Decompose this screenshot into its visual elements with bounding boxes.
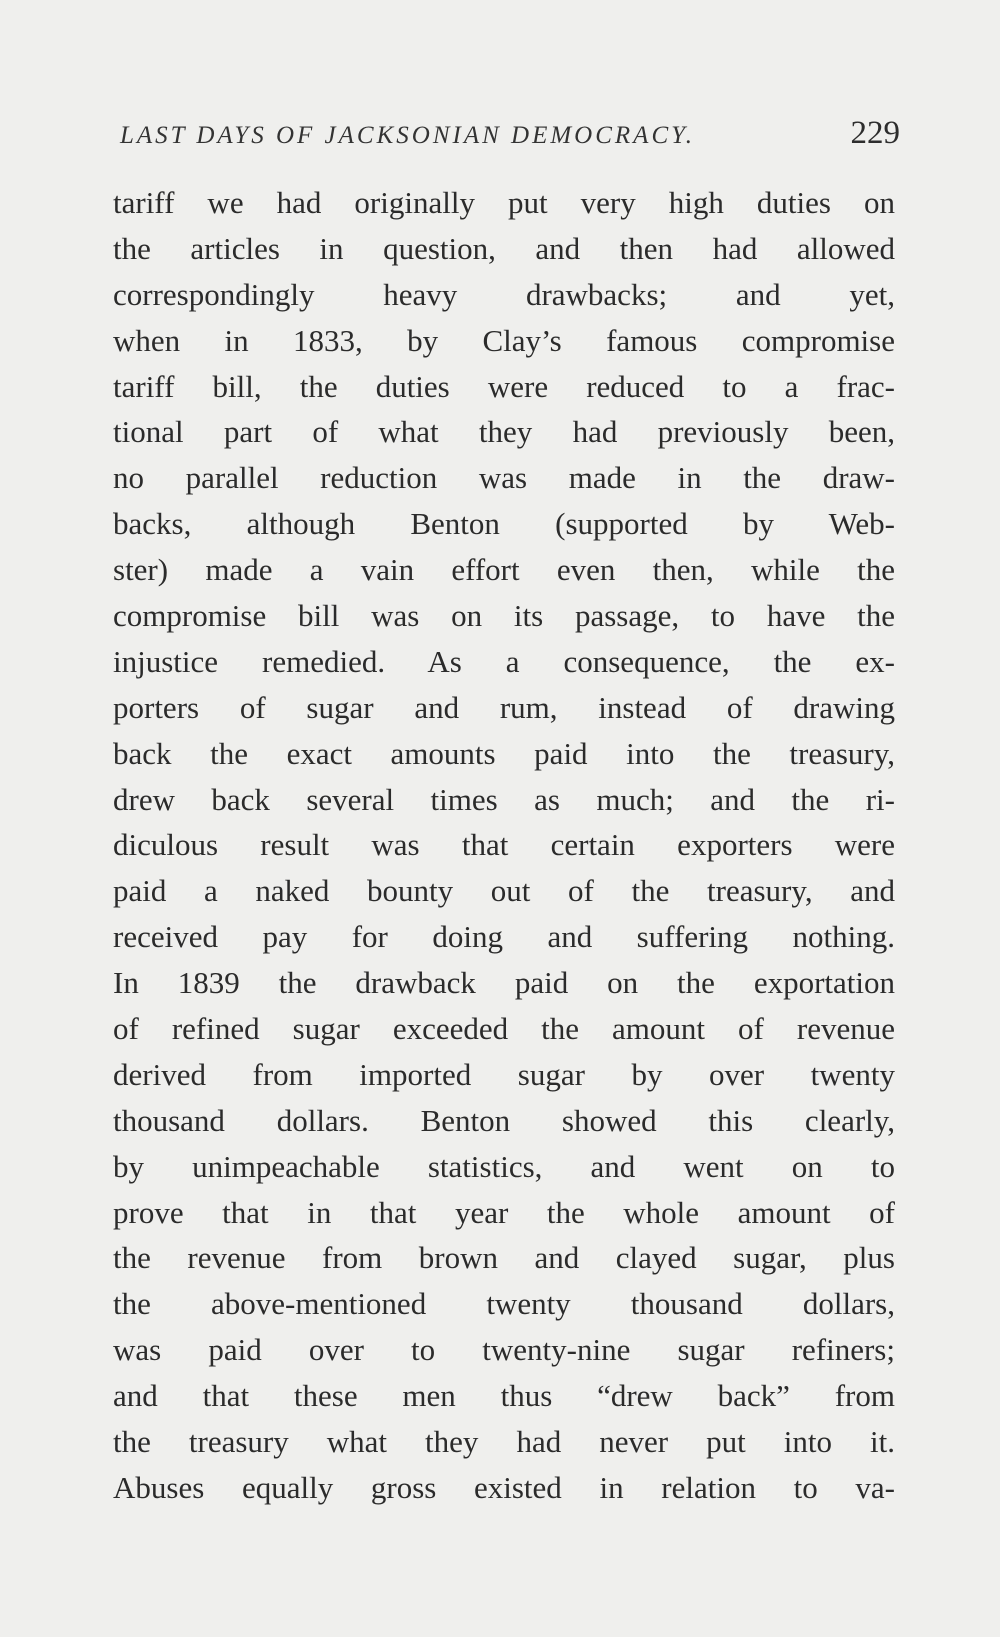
text-line: derived from imported sugar by over twenty [113,1056,895,1092]
text-line: prove that in that year the whole amount of [113,1194,895,1230]
text-line: and that these men thus “drew back” from [113,1378,895,1414]
text-line: Abuses equally gross existed in relation to va- [113,1469,895,1505]
text-line: was paid over to twenty-nine sugar refiners; [113,1332,895,1368]
text-line: compromise bill was on its passage, to have the [113,598,895,634]
text-line: the articles in question, and then had allowed [113,230,895,266]
text-line: thousand dollars. Benton showed this clearly, [113,1102,895,1138]
text-line: porters of sugar and rum, instead of drawing [113,689,895,725]
text-line: paid a naked bounty out of the treasury, and [113,873,895,909]
text-line: the treasury what they had never put into it. [113,1424,895,1460]
text-line: correspondingly heavy drawbacks; and yet, [113,276,895,312]
text-line: of refined sugar exceeded the amount of revenue [113,1011,895,1047]
text-line: no parallel reduction was made in the draw- [113,460,895,496]
running-head [120,115,900,165]
text-line: the revenue from brown and clayed sugar, plus [113,1240,895,1276]
text-line: injustice remedied. As a consequence, the ex- [113,643,895,679]
text-line: tariff we had originally put very high duties on [113,185,895,220]
running-title: LAST DAYS OF JACKSONIAN DEMOCRACY. [120,122,695,149]
text-line: the above-mentioned twenty thousand dollars, [113,1286,895,1322]
text-line: received pay for doing and suffering nothing. [113,919,895,955]
body-text [113,180,895,1511]
text-line: tariff bill, the duties were reduced to a frac- [113,368,895,404]
text-line: tional part of what they had previously been, [113,414,895,450]
text-line: backs, although Benton (supported by Web- [113,506,895,542]
text-line: diculous result was that certain exporters were [113,827,895,863]
text-line: ster) made a vain effort even then, while the [113,552,895,588]
text-line: back the exact amounts paid into the treasury, [113,735,895,771]
text-line: by unimpeachable statistics, and went on to [113,1148,895,1184]
text-line: when in 1833, by Clay’s famous compromise [113,322,895,358]
text-line: drew back several times as much; and the ri- [113,781,895,817]
page-number: 229 [850,115,900,151]
text-line: In 1839 the drawback paid on the exportation [113,965,895,1001]
